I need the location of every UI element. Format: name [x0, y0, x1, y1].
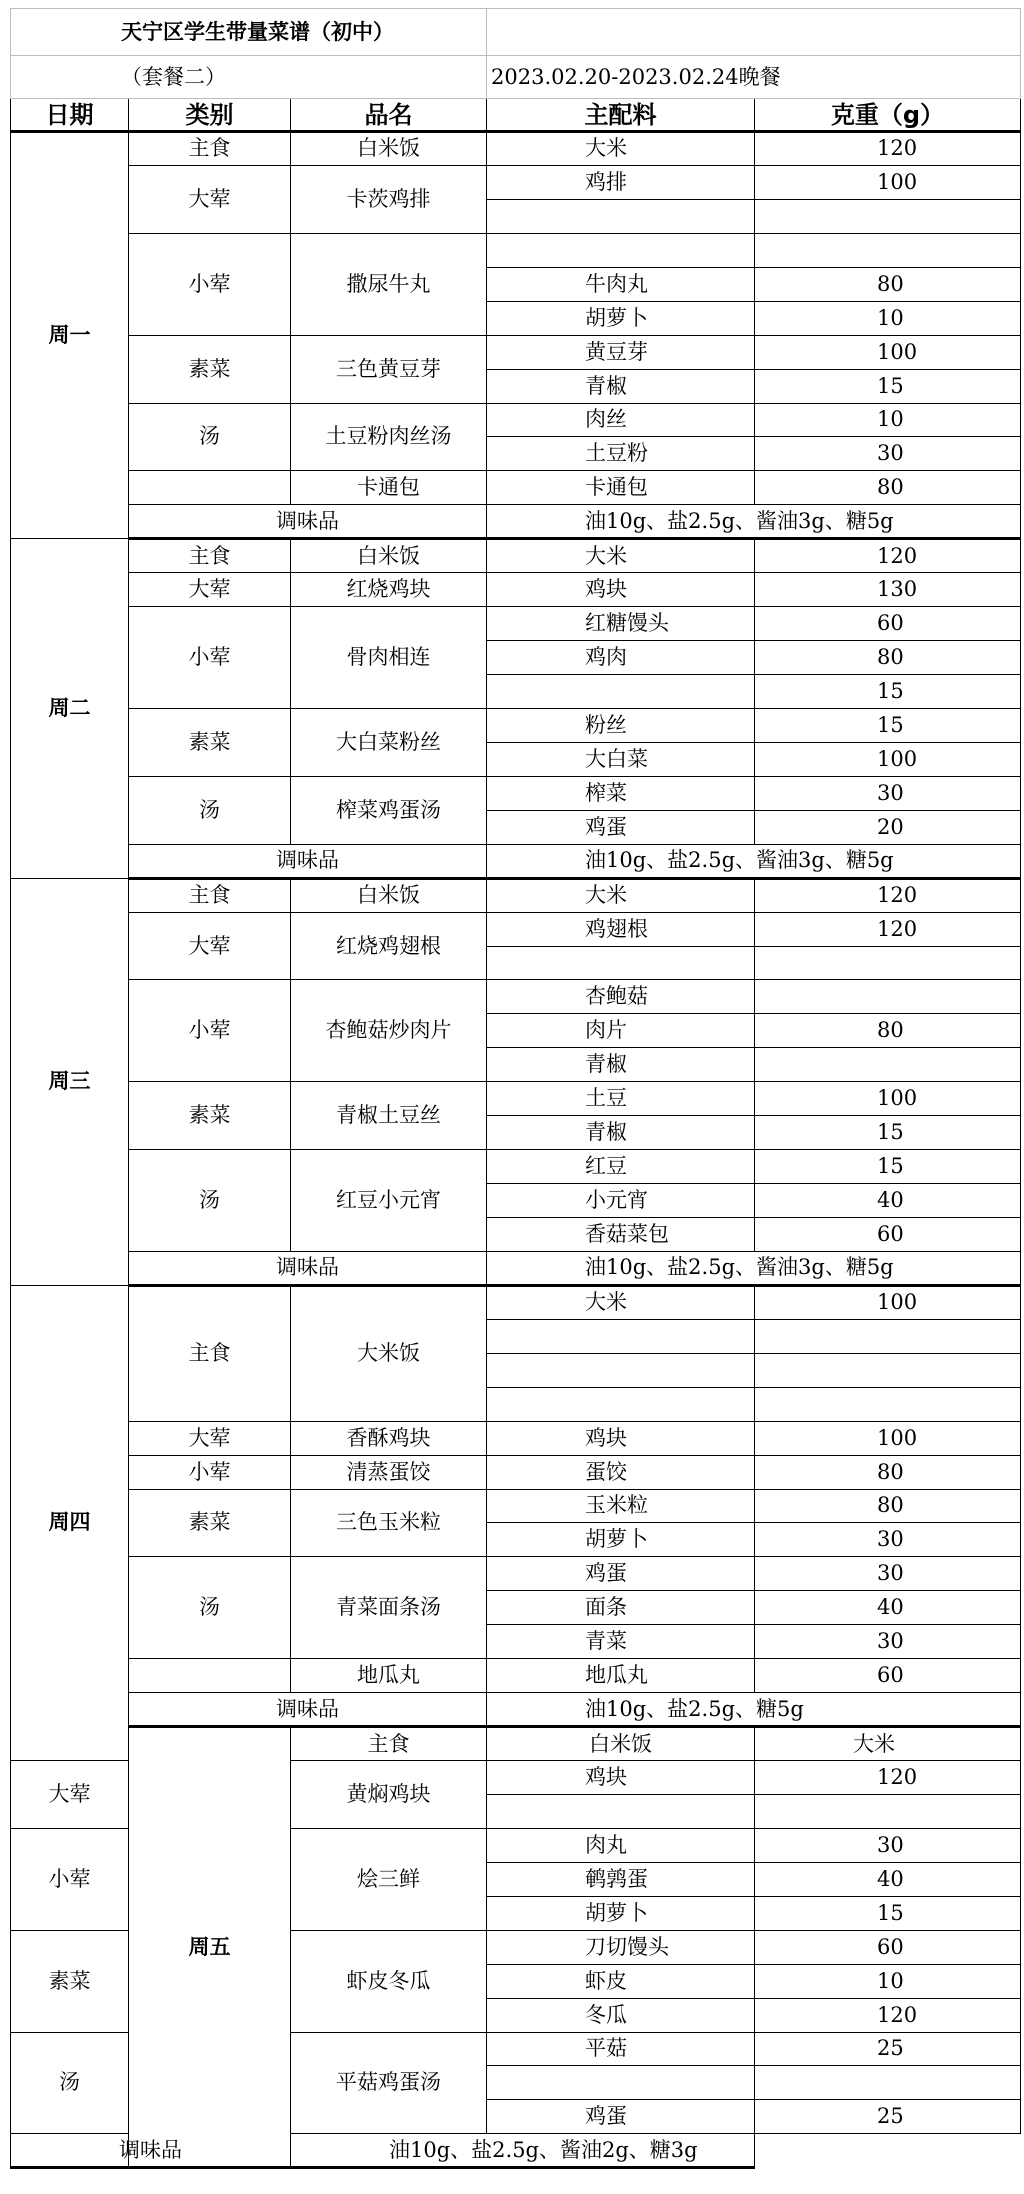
ingredient-cell: 鸡块 [487, 1421, 755, 1455]
subtitle-row [11, 56, 1021, 99]
weight-cell: 15 [755, 1896, 1021, 1930]
category-cell: 汤 [11, 2032, 129, 2134]
ingredient-cell: 大米 [487, 132, 755, 166]
weight-cell [755, 1319, 1021, 1353]
ingredient-cell: 红糖馒头 [487, 607, 755, 641]
ingredient-cell: 青椒 [487, 1116, 755, 1150]
ingredient-cell: 土豆 [487, 1082, 755, 1116]
seasoning-value: 油10g、盐2.5g、酱油2g、糖3g [291, 2134, 755, 2168]
dish-cell: 黄焖鸡块 [291, 1761, 487, 1829]
ingredient-cell: 大白菜 [487, 742, 755, 776]
header-weight: 克重（g） [755, 99, 1021, 132]
category-cell: 主食 [129, 878, 291, 912]
seasoning-label: 调味品 [129, 844, 487, 878]
table-row [11, 980, 1021, 1014]
ingredient-cell: 胡萝卜 [487, 1523, 755, 1557]
category-cell: 素菜 [129, 1082, 291, 1150]
weight-cell: 130 [755, 573, 1021, 607]
table-row [11, 2134, 1021, 2168]
seasoning-label: 调味品 [11, 2134, 291, 2168]
ingredient-cell: 大米 [755, 1727, 1021, 1761]
weight-cell [755, 2066, 1021, 2100]
weight-cell: 15 [755, 1116, 1021, 1150]
weight-cell: 100 [755, 742, 1021, 776]
weight-cell: 30 [755, 776, 1021, 810]
weight-cell: 80 [755, 1455, 1021, 1489]
weight-cell: 100 [755, 1421, 1021, 1455]
table-row [11, 607, 1021, 641]
category-cell: 汤 [129, 1150, 291, 1252]
table-row [11, 776, 1021, 810]
seasoning-label: 调味品 [129, 505, 487, 539]
ingredient-cell: 肉丸 [487, 1828, 755, 1862]
dish-cell: 白米饭 [291, 878, 487, 912]
table-row [11, 539, 1021, 573]
weight-cell: 80 [755, 1014, 1021, 1048]
header-ingredients: 主配料 [487, 99, 755, 132]
date-range: 2023.02.20-2023.02.24晚餐 [487, 56, 1021, 99]
weight-cell: 40 [755, 1184, 1021, 1218]
dish-cell: 清蒸蛋饺 [291, 1455, 487, 1489]
weight-cell: 15 [755, 1150, 1021, 1184]
ingredient-cell [487, 1353, 755, 1387]
weight-cell: 60 [755, 1218, 1021, 1252]
category-cell: 主食 [291, 1727, 487, 1761]
table-row [11, 1727, 1021, 1761]
table-row [11, 1082, 1021, 1116]
ingredient-cell: 榨菜 [487, 776, 755, 810]
menu-table [10, 8, 1021, 2169]
header-dish: 品名 [291, 99, 487, 132]
category-cell: 小荤 [11, 1828, 129, 1930]
dish-cell: 榨菜鸡蛋汤 [291, 776, 487, 844]
title-row [11, 9, 1021, 56]
weight-cell: 30 [755, 1828, 1021, 1862]
day-label: 周一 [11, 132, 129, 539]
ingredient-cell: 胡萝卜 [487, 1896, 755, 1930]
category-cell: 素菜 [129, 1489, 291, 1557]
weight-cell [755, 1048, 1021, 1082]
ingredient-cell: 青椒 [487, 369, 755, 403]
ingredient-cell: 面条 [487, 1591, 755, 1625]
dish-cell: 烩三鲜 [291, 1828, 487, 1930]
ingredient-cell [487, 946, 755, 980]
category-cell: 小荤 [129, 1455, 291, 1489]
ingredient-cell [487, 233, 755, 267]
weight-cell: 120 [755, 1998, 1021, 2032]
category-cell [129, 471, 291, 505]
day-label: 周二 [11, 539, 129, 878]
category-cell: 素菜 [129, 335, 291, 403]
weight-cell: 10 [755, 301, 1021, 335]
ingredient-cell: 香菇菜包 [487, 1218, 755, 1252]
ingredient-cell: 小元宵 [487, 1184, 755, 1218]
ingredient-cell [487, 1794, 755, 1828]
weight-cell [755, 1387, 1021, 1421]
ingredient-cell: 蛋饺 [487, 1455, 755, 1489]
table-row [11, 1285, 1021, 1319]
header-date: 日期 [11, 99, 129, 132]
category-cell: 大荤 [129, 573, 291, 607]
ingredient-cell: 地瓜丸 [487, 1659, 755, 1693]
category-cell: 主食 [129, 1285, 291, 1421]
dish-cell: 撒尿牛丸 [291, 233, 487, 335]
page-subtitle: （套餐二） [11, 56, 487, 99]
ingredient-cell: 肉丝 [487, 403, 755, 437]
weight-cell: 30 [755, 1523, 1021, 1557]
ingredient-cell: 杏鲍菇 [487, 980, 755, 1014]
weight-cell: 100 [755, 1285, 1021, 1319]
dish-cell: 青菜面条汤 [291, 1557, 487, 1659]
weight-cell: 15 [755, 708, 1021, 742]
category-cell: 大荤 [129, 165, 291, 233]
table-row [11, 1251, 1021, 1285]
dish-cell: 大米饭 [291, 1285, 487, 1421]
dish-cell: 白米饭 [291, 539, 487, 573]
category-cell: 主食 [129, 539, 291, 573]
ingredient-cell: 刀切馒头 [487, 1930, 755, 1964]
seasoning-label: 调味品 [129, 1693, 487, 1727]
dish-cell: 青椒土豆丝 [291, 1082, 487, 1150]
menu-sheet [10, 8, 1020, 2169]
weight-cell [755, 1794, 1021, 1828]
ingredient-cell: 虾皮 [487, 1964, 755, 1998]
weight-cell: 100 [755, 1082, 1021, 1116]
weight-cell: 80 [755, 641, 1021, 675]
dish-cell: 大白菜粉丝 [291, 708, 487, 776]
category-cell: 大荤 [129, 912, 291, 980]
category-cell: 素菜 [11, 1930, 129, 2032]
table-row [11, 1455, 1021, 1489]
table-row [11, 844, 1021, 878]
ingredient-cell: 粉丝 [487, 708, 755, 742]
dish-cell: 红烧鸡翅根 [291, 912, 487, 980]
ingredient-cell: 青椒 [487, 1048, 755, 1082]
weight-cell: 30 [755, 1557, 1021, 1591]
table-row [11, 878, 1021, 912]
category-cell: 汤 [129, 403, 291, 471]
table-row [11, 1659, 1021, 1693]
dish-cell: 土豆粉肉丝汤 [291, 403, 487, 471]
category-cell: 素菜 [129, 708, 291, 776]
ingredient-cell [487, 1387, 755, 1421]
ingredient-cell [487, 675, 755, 709]
category-cell: 汤 [129, 1557, 291, 1659]
ingredient-cell: 冬瓜 [487, 1998, 755, 2032]
category-cell: 小荤 [129, 233, 291, 335]
dish-cell: 三色玉米粒 [291, 1489, 487, 1557]
seasoning-label: 调味品 [129, 1251, 487, 1285]
weight-cell: 120 [755, 912, 1021, 946]
weight-cell: 100 [755, 165, 1021, 199]
dish-cell: 香酥鸡块 [291, 1421, 487, 1455]
ingredient-cell: 大米 [487, 878, 755, 912]
ingredient-cell: 红豆 [487, 1150, 755, 1184]
category-cell: 主食 [129, 132, 291, 166]
weight-cell: 40 [755, 1862, 1021, 1896]
weight-cell: 20 [755, 810, 1021, 844]
weight-cell: 10 [755, 1964, 1021, 1998]
ingredient-cell: 鸡块 [487, 1761, 755, 1795]
weight-cell: 80 [755, 267, 1021, 301]
table-row [11, 505, 1021, 539]
header-category: 类别 [129, 99, 291, 132]
table-row [11, 471, 1021, 505]
header-row [11, 99, 1021, 132]
dish-cell: 卡通包 [291, 471, 487, 505]
dish-cell: 杏鲍菇炒肉片 [291, 980, 487, 1082]
category-cell: 大荤 [129, 1421, 291, 1455]
ingredient-cell: 鸡块 [487, 573, 755, 607]
seasoning-value: 油10g、盐2.5g、酱油3g、糖5g [487, 844, 1021, 878]
category-cell: 汤 [129, 776, 291, 844]
dish-cell: 地瓜丸 [291, 1659, 487, 1693]
ingredient-cell: 大米 [487, 539, 755, 573]
day-label: 周三 [11, 878, 129, 1285]
weight-cell: 80 [755, 1489, 1021, 1523]
table-row [11, 233, 1021, 267]
table-row [11, 1421, 1021, 1455]
weight-cell: 15 [755, 369, 1021, 403]
dish-cell: 卡茨鸡排 [291, 165, 487, 233]
table-row [11, 708, 1021, 742]
seasoning-value: 油10g、盐2.5g、酱油3g、糖5g [487, 1251, 1021, 1285]
weight-cell: 60 [755, 1930, 1021, 1964]
table-row [11, 1150, 1021, 1184]
dish-cell: 白米饭 [291, 132, 487, 166]
weight-cell: 120 [755, 878, 1021, 912]
ingredient-cell: 牛肉丸 [487, 267, 755, 301]
table-row [11, 1693, 1021, 1727]
dish-cell: 骨肉相连 [291, 607, 487, 709]
ingredient-cell [487, 2066, 755, 2100]
dish-cell: 虾皮冬瓜 [291, 1930, 487, 2032]
ingredient-cell: 鸡肉 [487, 641, 755, 675]
weight-cell: 30 [755, 437, 1021, 471]
ingredient-cell: 卡通包 [487, 471, 755, 505]
weight-cell: 100 [755, 335, 1021, 369]
seasoning-value: 油10g、盐2.5g、酱油3g、糖5g [487, 505, 1021, 539]
table-row [11, 132, 1021, 166]
weight-cell: 60 [755, 607, 1021, 641]
weight-cell: 15 [755, 675, 1021, 709]
table-row [11, 403, 1021, 437]
ingredient-cell: 土豆粉 [487, 437, 755, 471]
ingredient-cell: 平菇 [487, 2032, 755, 2066]
ingredient-cell: 鸡翅根 [487, 912, 755, 946]
day-label: 周四 [11, 1285, 129, 1760]
weight-cell: 120 [755, 1761, 1021, 1795]
table-row [11, 912, 1021, 946]
weight-cell: 60 [755, 1659, 1021, 1693]
dish-cell: 三色黄豆芽 [291, 335, 487, 403]
table-row [11, 335, 1021, 369]
ingredient-cell: 鸡蛋 [487, 1557, 755, 1591]
ingredient-cell: 鸡蛋 [487, 810, 755, 844]
weight-cell [755, 233, 1021, 267]
weight-cell: 25 [755, 2032, 1021, 2066]
weight-cell [755, 1353, 1021, 1387]
ingredient-cell: 胡萝卜 [487, 301, 755, 335]
weight-cell [755, 980, 1021, 1014]
ingredient-cell: 鸡蛋 [487, 2100, 755, 2134]
ingredient-cell: 玉米粒 [487, 1489, 755, 1523]
weight-cell: 30 [755, 1625, 1021, 1659]
weight-cell: 120 [755, 132, 1021, 166]
ingredient-cell: 鸡排 [487, 165, 755, 199]
ingredient-cell: 大米 [487, 1285, 755, 1319]
day-label: 周五 [129, 1727, 291, 2168]
ingredient-cell: 鹌鹑蛋 [487, 1862, 755, 1896]
ingredient-cell [487, 1319, 755, 1353]
weight-cell: 120 [755, 539, 1021, 573]
category-cell [129, 1659, 291, 1693]
category-cell: 小荤 [129, 607, 291, 709]
table-row [11, 165, 1021, 199]
page-title: 天宁区学生带量菜谱（初中） [11, 9, 487, 56]
seasoning-value: 油10g、盐2.5g、糖5g [487, 1693, 1021, 1727]
dish-cell: 红豆小元宵 [291, 1150, 487, 1252]
ingredient-cell: 青菜 [487, 1625, 755, 1659]
weight-cell: 10 [755, 403, 1021, 437]
weight-cell [755, 946, 1021, 980]
table-row [11, 573, 1021, 607]
weight-cell: 40 [755, 1591, 1021, 1625]
category-cell: 大荤 [11, 1761, 129, 1829]
weight-cell [755, 199, 1021, 233]
ingredient-cell: 黄豆芽 [487, 335, 755, 369]
table-row [11, 1557, 1021, 1591]
weight-cell: 25 [755, 2100, 1021, 2134]
dish-cell: 平菇鸡蛋汤 [291, 2032, 487, 2134]
weight-cell: 80 [755, 471, 1021, 505]
table-row [11, 1489, 1021, 1523]
ingredient-cell [487, 199, 755, 233]
dish-cell: 白米饭 [487, 1727, 755, 1761]
dish-cell: 红烧鸡块 [291, 573, 487, 607]
ingredient-cell: 肉片 [487, 1014, 755, 1048]
title-blank-cell [487, 9, 1021, 56]
category-cell: 小荤 [129, 980, 291, 1082]
